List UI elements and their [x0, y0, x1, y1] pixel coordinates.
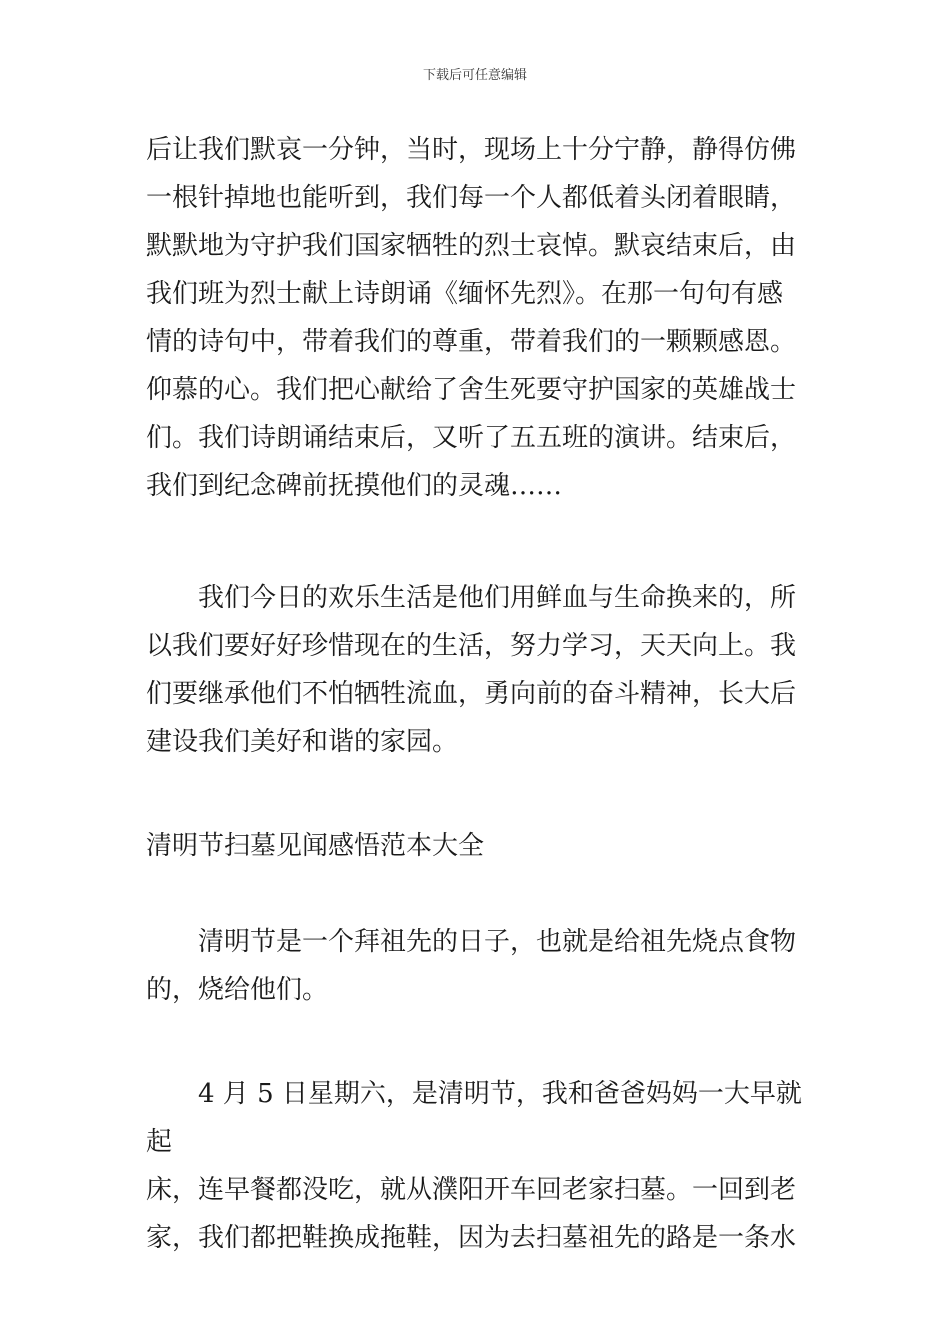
- section-heading: 清明节扫墓见闻感悟范本大全: [146, 831, 485, 861]
- paragraph-happy-life: 我们今日的欢乐生活是他们用鲜血与生命换来的，所 以我们要好好珍惜现在的生活，努力学习，天天向上。我 们要继承他们不怕牺牲流血，勇向前的奋斗精神，长大后 建设我们美好和谐的家园。: [146, 583, 797, 757]
- paragraph-april-fifth: 4 月 5 日星期六，是清明节，我和爸爸妈妈一大早就起 床，连早餐都没吃，就从濮阳开车回老家扫墓。一回到老 家，我们都把鞋换成拖鞋，因为去扫墓祖先的路是一条水: [146, 1079, 802, 1253]
- page-header: 下载后可任意编辑: [422, 68, 527, 83]
- paragraph-memorial: 后让我们默哀一分钟，当时，现场上十分宁静，静得仿佛 一根针掉地也能听到，我们每一个人都低着头闭着眼睛， 默默地为守护我们国家牺牲的烈士哀悼。默哀结束后，由 我们班为烈士献上诗朗诵《缅怀先烈》。在那一句句有感 情的诗句中，带着我们的尊重，带着我们的一颗颗感恩。 仰慕的心。我们把心献给了舍生死要守护国家的英雄战士 们。我们诗朗诵结束后，又听了五五班的演讲。结束后， 我们到纪念碑前抚摸他们的灵魂……: [146, 135, 797, 501]
- paragraph-qingming-intro: 清明节是一个拜祖先的日子，也就是给祖先烧点食物 的，烧给他们。: [146, 927, 797, 1005]
